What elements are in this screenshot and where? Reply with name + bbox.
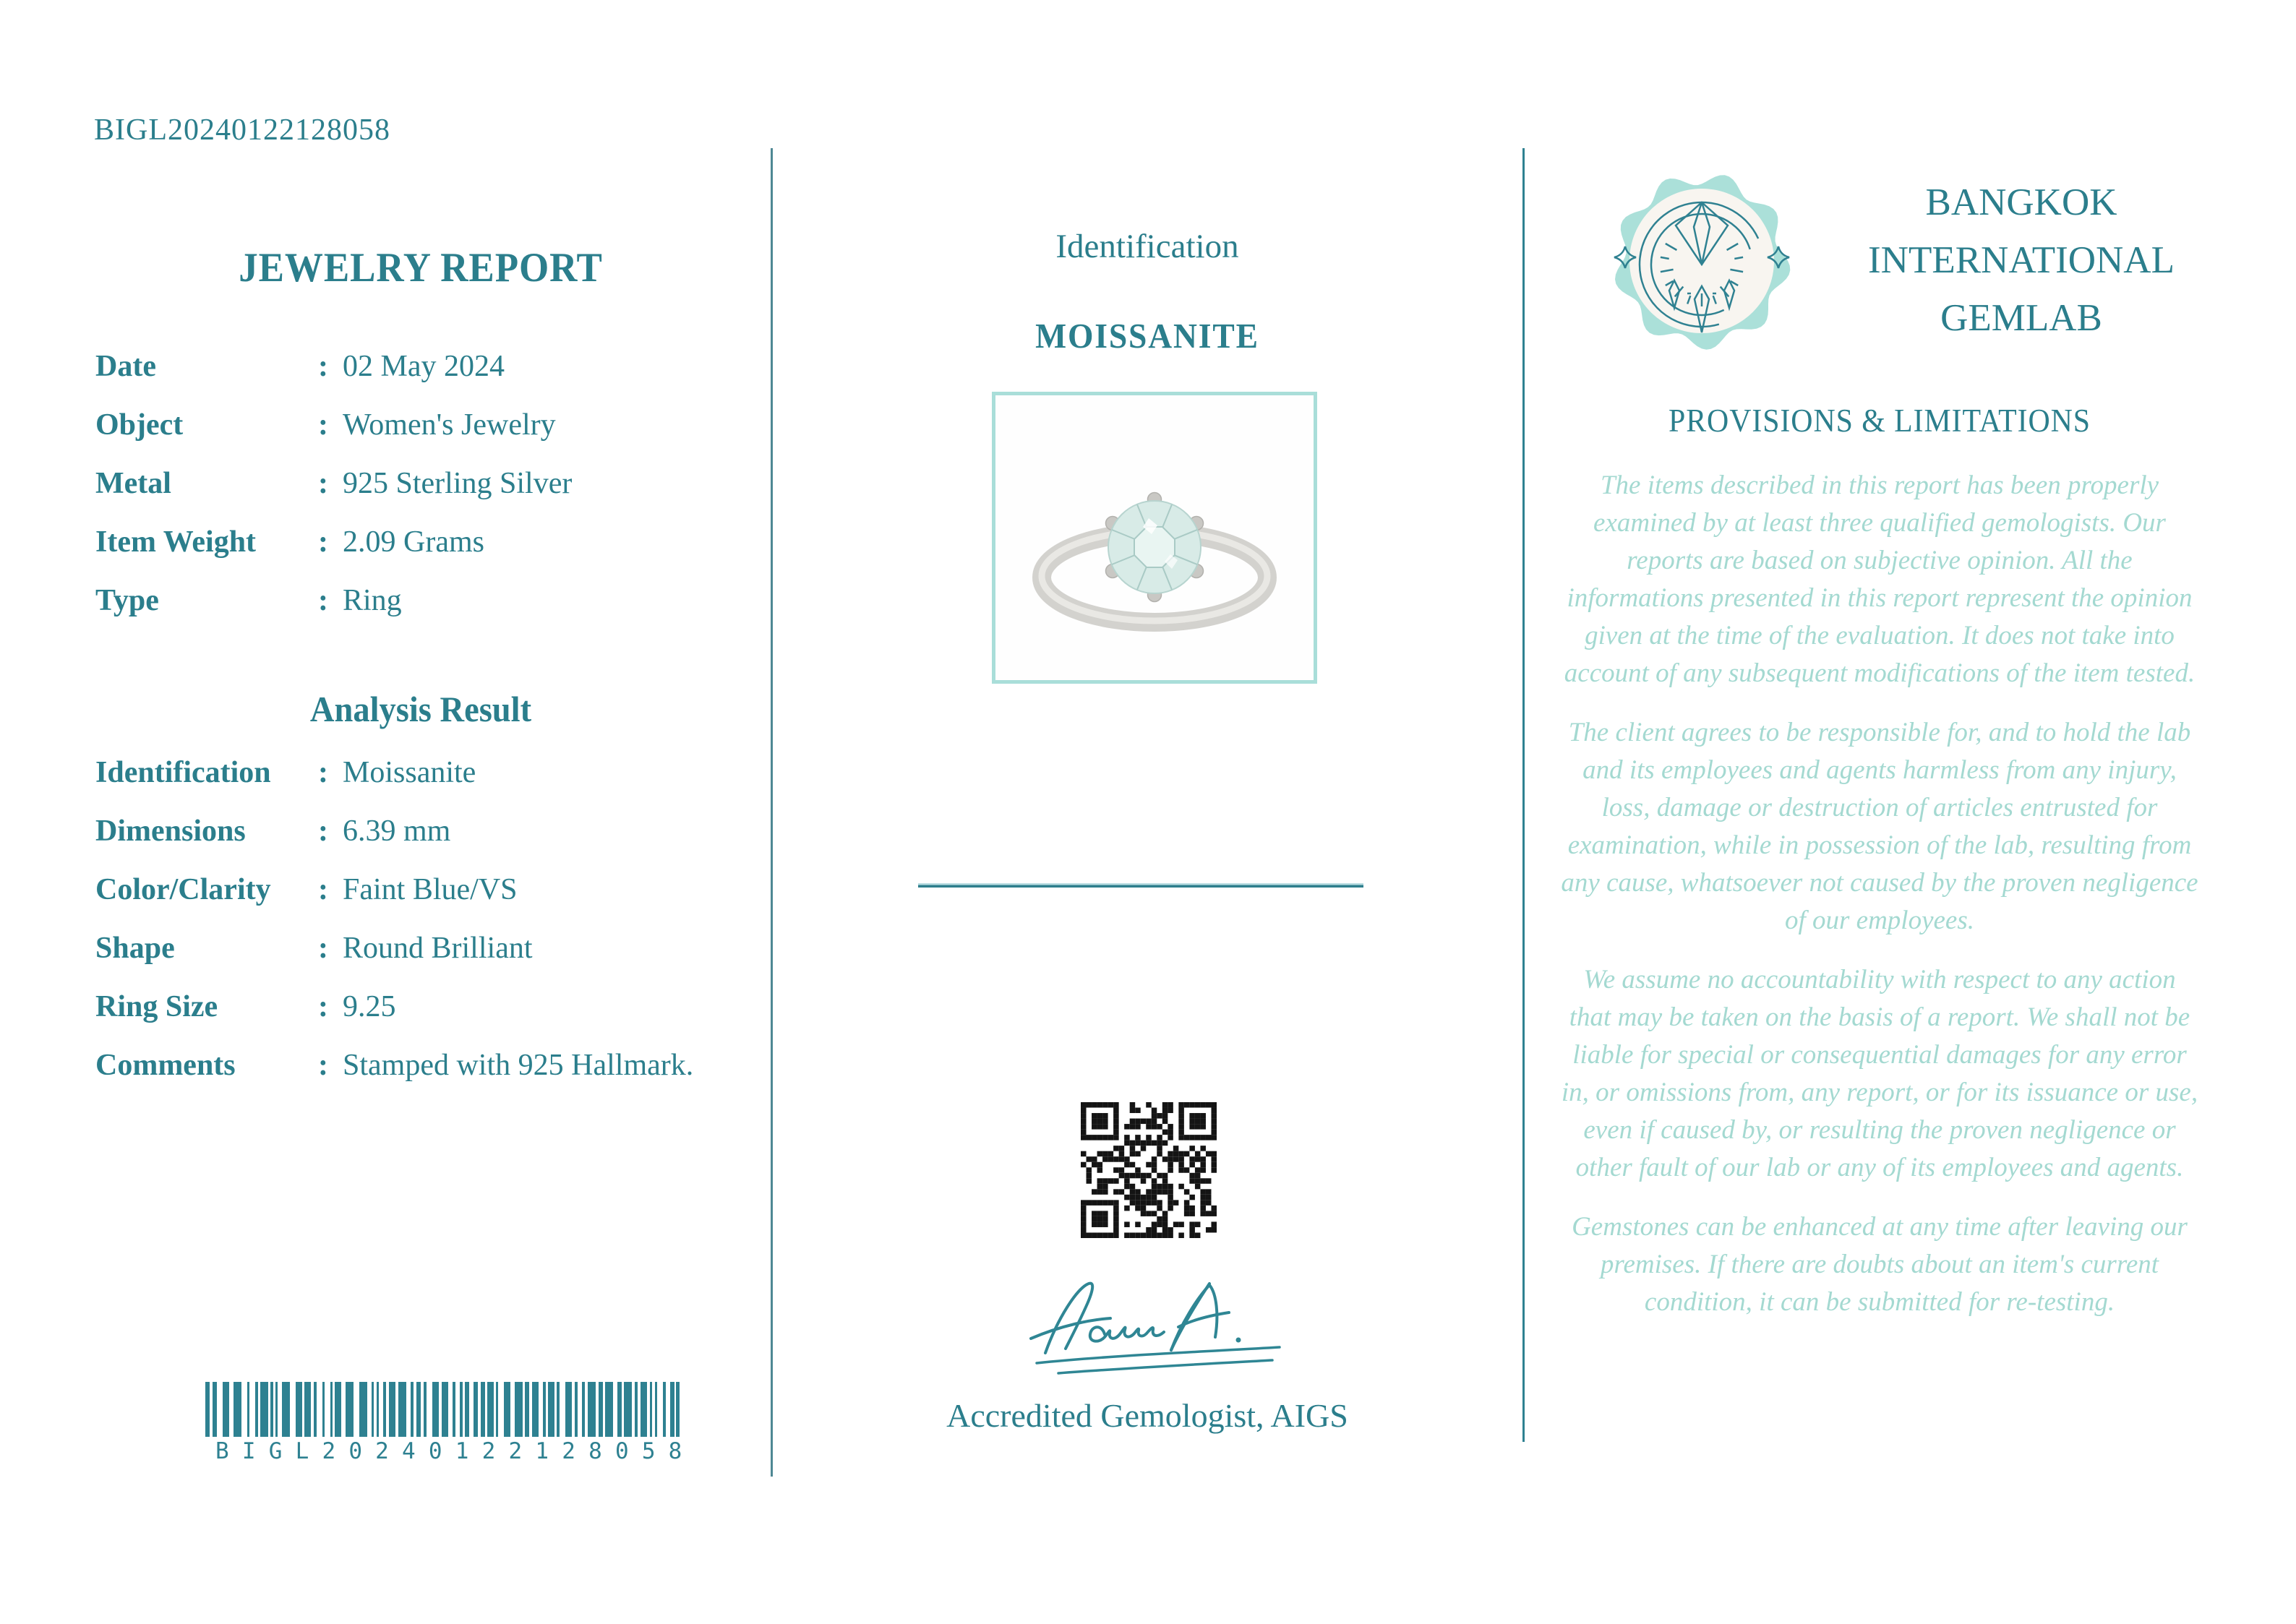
field-colon: : [318, 931, 328, 965]
field-colon: : [318, 989, 328, 1023]
field-row-date [95, 337, 761, 395]
panel-divider-left [771, 148, 773, 1477]
field-value: 925 Sterling Silver [343, 466, 573, 500]
field-value: Moissanite [343, 755, 476, 789]
field-value: Stamped with 925 Hallmark. [343, 1048, 694, 1082]
field-label: Type [95, 583, 159, 617]
barcode [205, 1382, 695, 1464]
gemlab-logo [1609, 166, 1794, 356]
field-row-item-weight [95, 512, 761, 571]
field-row-shape [95, 919, 761, 977]
report-number: BIGL20240122128058 [94, 113, 390, 147]
field-label: Color/Clarity [95, 872, 271, 906]
gem-name: MOISSANITE [1035, 316, 1259, 356]
field-colon: : [318, 408, 328, 442]
field-label: Ring Size [95, 989, 218, 1023]
barcode-text: BIGL20240122128058 [215, 1438, 695, 1464]
center-divider-rule [918, 883, 1363, 888]
panel-divider-right [1522, 148, 1525, 1442]
field-label: Shape [95, 931, 175, 965]
provisions-paragraph: Gemstones can be enhanced at any time after leaving our premises. If there are doubts about an item's current condition, it can be submitted for re-testing. [1572, 1212, 2188, 1317]
field-colon: : [318, 525, 328, 559]
gemlab-logo-icon [1609, 166, 1794, 356]
lab-name-line: BANGKOK [1925, 181, 2117, 223]
field-value: Faint Blue/VS [343, 872, 518, 906]
field-label: Dimensions [95, 814, 246, 848]
field-colon: : [318, 583, 328, 617]
field-value: 2.09 Grams [343, 525, 484, 559]
signer-title: Accredited Gemologist, AIGS [946, 1397, 1348, 1434]
field-row-comments [95, 1036, 761, 1094]
field-value: 02 May 2024 [343, 349, 505, 383]
field-label: Date [95, 349, 156, 383]
field-colon: : [318, 349, 328, 383]
field-label: Metal [95, 466, 171, 500]
field-colon: : [318, 814, 328, 848]
field-colon: : [318, 466, 328, 500]
analysis-fields [95, 743, 761, 1094]
identification-heading: Identification [1055, 228, 1239, 265]
field-row-ring-size [95, 977, 761, 1036]
field-colon: : [318, 1048, 328, 1082]
report-fields [95, 337, 761, 630]
signature-icon [989, 1268, 1307, 1392]
analysis-result-title: Analysis Result [309, 688, 532, 729]
field-row-dimensions [95, 802, 761, 860]
lab-name [1822, 173, 2221, 347]
provisions-paragraph: The items described in this report has been properly examined by at least three qualified gemologists. Our reports are based on subjective opinion. All the informations presented in this report represent the opinion given at the time of the evaluation. It does not take into account of any subsequent modifications of the item tested. [1564, 471, 2196, 688]
ring-photo [992, 392, 1317, 684]
field-colon: : [318, 872, 328, 906]
field-row-object [95, 395, 761, 454]
gemologist-signature [989, 1268, 1307, 1392]
field-value: 9.25 [343, 989, 396, 1023]
field-label: Item Weight [95, 525, 257, 559]
field-label: Identification [95, 755, 271, 789]
field-label: Object [95, 408, 184, 442]
field-row-type [95, 571, 761, 630]
qr-code [1081, 1102, 1217, 1238]
qr-code-icon [1081, 1102, 1217, 1238]
lab-name-line: INTERNATIONAL [1868, 239, 2175, 281]
field-value: 6.39 mm [343, 814, 451, 848]
field-value: Women's Jewelry [343, 408, 556, 442]
jewelry-report-title: JEWELRY REPORT [239, 245, 603, 291]
provisions-title: PROVISIONS & LIMITATIONS [1669, 403, 2091, 439]
provisions-paragraph: The client agrees to be responsible for, and to hold the lab and its employees and agents harmless from any injury, loss, damage or destruction of articles entrusted for examination, while in possession of the lab, resulting from any cause, whatsoever not caused by the proven negligence of our employees. [1561, 718, 2198, 935]
field-colon: : [318, 755, 328, 789]
provisions-paragraphs [1560, 467, 2199, 1343]
ring-illustration-icon [995, 395, 1314, 680]
provisions-paragraph: We assume no accountability with respect to any action that may be taken on the basis of a report. We shall not be liable for special or consequential damages for any error in, or omissions from, any report, or for its issuance or use, even if caused by, or resulting the proven negligence or other fault of our lab or any of its employees and agents. [1561, 965, 2198, 1182]
barcode-bars-icon [205, 1382, 680, 1437]
field-row-color-clarity [95, 860, 761, 919]
gem-stone [1106, 493, 1204, 602]
field-row-metal [95, 454, 761, 512]
field-label: Comments [95, 1048, 236, 1082]
field-row-identification [95, 743, 761, 802]
field-value: Round Brilliant [343, 931, 533, 965]
field-value: Ring [343, 583, 402, 617]
lab-name-line: GEMLAB [1940, 297, 2102, 339]
